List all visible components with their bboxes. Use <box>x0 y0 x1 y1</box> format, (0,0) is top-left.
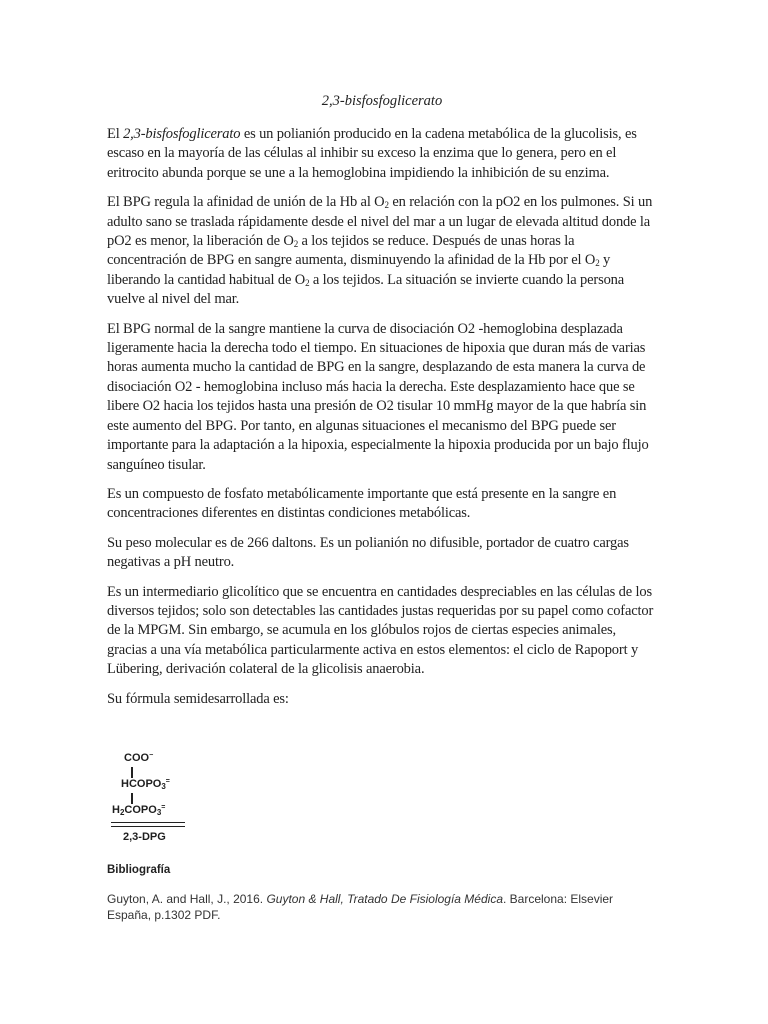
paragraph-bpg-regulation <box>107 193 657 309</box>
text-run: a los tejidos se reduce. Después de unas horas la concentración de BPG en sangre aumenta, disminuyendo la afinidad de la Hb por el O <box>107 233 596 269</box>
formula-charge: = <box>165 778 170 785</box>
subscript: 2 <box>305 277 310 288</box>
document-title: 2,3-bisfosfoglicerato <box>321 93 443 109</box>
paragraph-formula-intro: Su fórmula semidesarrollada es: <box>107 690 289 707</box>
formula-charge: = <box>161 804 166 811</box>
bibliography-heading: Bibliografía <box>107 864 171 876</box>
formula-divider <box>111 822 185 823</box>
formula-bond <box>131 793 133 804</box>
document-body <box>107 92 657 719</box>
formula-text: HCOPO <box>121 778 162 790</box>
subscript: 2 <box>384 200 389 211</box>
formula-line-hcopo3 <box>121 778 170 790</box>
paragraph-molecular-weight: Su peso molecular es de 266 daltons. Es un polianión no difusible, portador de cuatro cargas negativas a pH neutro. <box>107 534 629 571</box>
formula-label: 2,3-DPG <box>123 831 166 843</box>
formula-text: COO <box>124 752 150 764</box>
italic-term: 2,3-bisfosfoglicerato <box>123 126 241 142</box>
paragraph-dissociation-curve: El BPG normal de la sangre mantiene la curva de disociación O2 -hemoglobina desplazada ligeramente hacia la derecha todo el tiempo. En situaciones de hipoxia que duran más de varias horas aumenta mucho la cantidad de BPG en la sangre, desplazando de esta manera la curva de disociación O2 - hemoglobina incluso más hacia la derecha. Este desplazamiento hace que se libere O2 hacia los tejidos hasta una presión de O2 tisular 10 mmHg mayor de la que habría sin este aumento del BPG. Por tanto, en algunas situaciones el mecanismo del BPG puede ser importante para la adaptación a la hipoxia, especialmente la hipoxia producida por un bajo flujo sanguíneo tisular. <box>107 320 649 473</box>
bibliography-reference <box>107 891 655 923</box>
formula-subscript: 3 <box>156 808 162 817</box>
formula-subscript: 2 <box>119 808 125 817</box>
chemical-formula-figure <box>111 752 187 848</box>
subscript: 2 <box>595 258 600 269</box>
paragraph-phosphate-compound: Es un compuesto de fosfato metabólicamente importante que está presente en la sangre en concentraciones diferentes en distintas condiciones metabólicas. <box>107 485 617 522</box>
text-run: a los tejidos. La situación se invierte cuando la persona vuelve al nivel del mar. <box>107 271 625 308</box>
formula-line-h2copo3 <box>112 804 165 816</box>
reference-authors: Guyton, A. and Hall, J., 2016. <box>107 892 267 906</box>
paragraph-glycolytic-intermediate: Es un intermediario glicolítico que se encuentra en cantidades despreciables en las células de los diversos tejidos; solo son detectables las cantidades justas requeridas por su papel como cofactor de la MPGM. Sin embargo, se acumula en los glóbulos rojos de ciertas especies animales, gracias a una vía metabólica particularmente activa en estos elementos: el ciclo de Rapoport y Lübering, derivación colateral de la glicolisis anaerobia. <box>107 583 654 678</box>
text-run: y liberando la cantidad habitual de O <box>107 252 611 288</box>
text-run: en relación con la pO2 en los pulmones. Si un adulto sano se traslada rápidamente desde el nivel del mar a un lugar de elevada altitud donde la pO2 es menor, la liberación de O <box>107 194 653 250</box>
text-run: es un polianión producido en la cadena metabólica de la glucolisis, es escaso en la mayoría de las células al inhibir su exceso la enzima que lo genera, pero en el eritrocito abunda porque se une a la hemoglobina impidiendo la inhibición de su enzima. <box>107 126 637 181</box>
formula-divider <box>111 826 185 827</box>
formula-text: H <box>112 804 120 816</box>
formula-charge: − <box>149 752 154 759</box>
subscript: 2 <box>293 239 299 250</box>
formula-subscript: 3 <box>161 782 166 791</box>
reference-title: Guyton & Hall, Tratado De Fisiología Médica <box>266 892 503 906</box>
reference-publisher: . Barcelona: Elsevier España, p.1302 PDF. <box>107 892 614 922</box>
formula-line-carboxylate <box>124 752 153 764</box>
paragraph-intro <box>107 125 657 183</box>
formula-text: COPO <box>124 804 157 816</box>
text-run: El BPG regula la afinidad de unión de la Hb al O <box>107 194 385 211</box>
formula-bond <box>131 767 133 778</box>
text-run: El <box>107 126 124 142</box>
